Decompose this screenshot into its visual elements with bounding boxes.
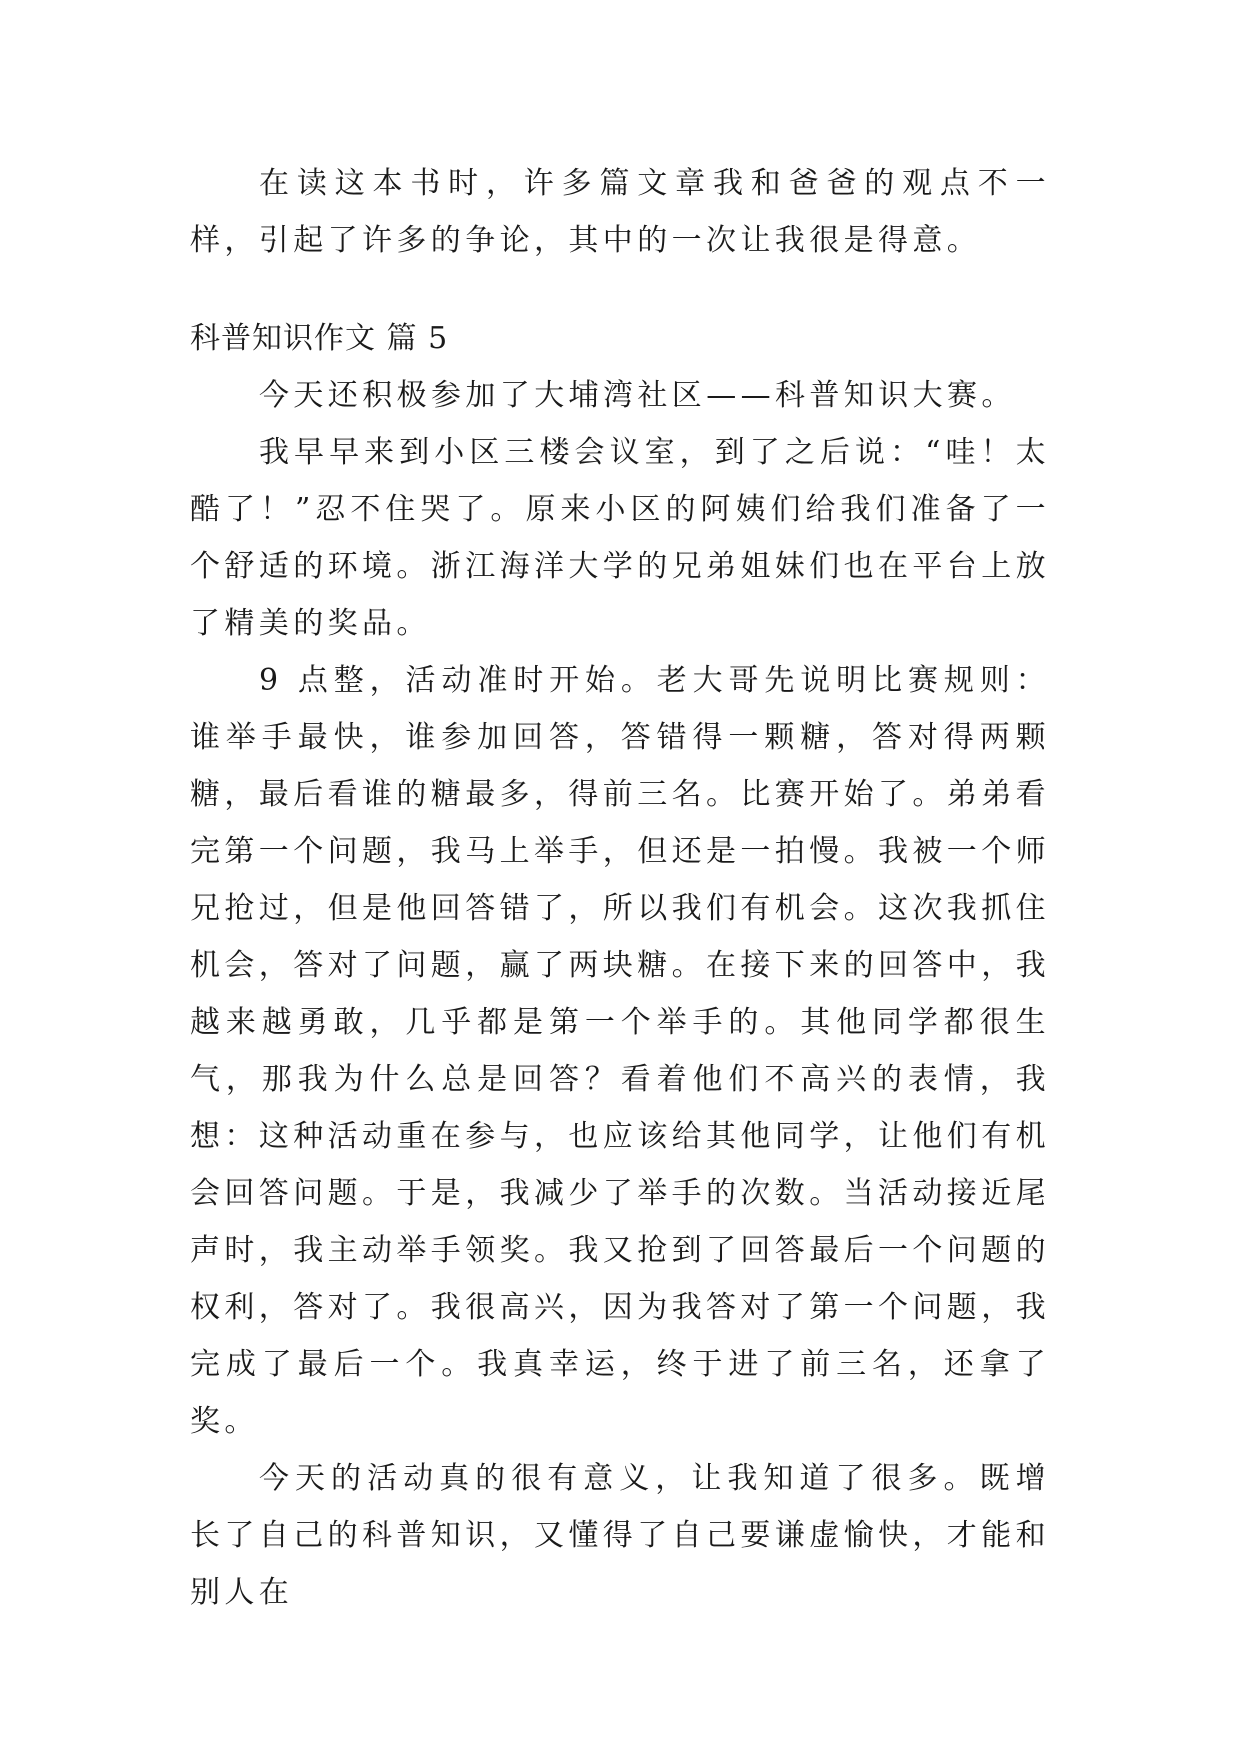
paragraph-2: 我早早来到小区三楼会议室，到了之后说：“哇！太酷了！”忍不住哭了。原来小区的阿姨们给我们准备了一个舒适的环境。浙江海洋大学的兄弟姐妹们也在平台上放了精美的奖品。 — [190, 435, 1050, 641]
document-body — [190, 155, 1050, 1621]
section-heading: 科普知识作文 篇 5 — [190, 321, 449, 356]
paragraph-4: 今天的活动真的很有意义，让我知道了很多。既增长了自己的科普知识，又懂得了自己要谦虚愉快，才能和别人在 — [190, 1461, 1050, 1610]
paragraph-3: 9 点整，活动准时开始。老大哥先说明比赛规则：谁举手最快，谁参加回答，答错得一颗糖，答对得两颗糖，最后看谁的糖最多，得前三名。比赛开始了。弟弟看完第一个问题，我马上举手，但还是一拍慢。我被一个师兄抢过，但是他回答错了，所以我们有机会。这次我抓住机会，答对了问题，赢了两块糖。在接下来的回答中，我越来越勇敢，几乎都是第一个举手的。其他同学都很生气，那我为什么总是回答？看着他们不高兴的表情，我想：这种活动重在参与，也应该给其他同学，让他们有机会回答问题。于是，我减少了举手的次数。当活动接近尾声时，我主动举手领奖。我又抢到了回答最后一个问题的权利，答对了。我很高兴，因为我答对了第一个问题，我完成了最后一个。我真幸运，终于进了前三名，还拿了奖。 — [190, 663, 1050, 1439]
paragraph-1: 今天还积极参加了大埔湾社区——科普知识大赛。 — [259, 378, 1016, 413]
paragraph-intro: 在读这本书时，许多篇文章我和爸爸的观点不一样，引起了许多的争论，其中的一次让我很是得意。 — [190, 166, 1050, 258]
